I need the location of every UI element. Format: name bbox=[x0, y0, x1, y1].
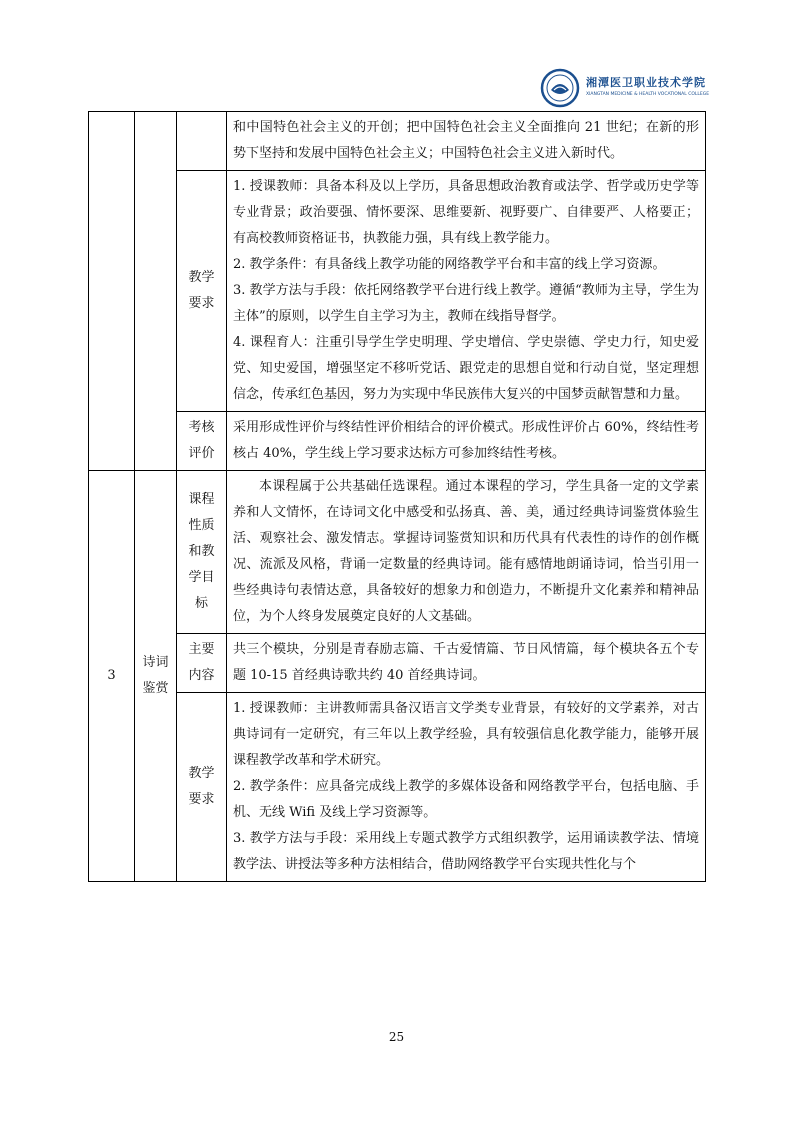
page-number: 25 bbox=[388, 1030, 405, 1044]
prev-requirement-item: 3. 教学方法与手段：依托网络教学平台进行线上教学。遵循“教师为主导，学生为主体”的原则，以学生自主学习为主，教师在线指导督学。 bbox=[233, 283, 699, 324]
requirements-cell bbox=[227, 693, 706, 882]
content-label: 主要内容 bbox=[188, 642, 215, 683]
table-row bbox=[89, 634, 706, 693]
course-name: 诗词鉴赏 bbox=[142, 655, 169, 696]
row-number: 3 bbox=[107, 668, 116, 683]
requirement-item: 1. 授课教师：主讲教师需具备汉语言文学类专业背景，有较好的文学素养，对古典诗词有一定研究，有三年以上教学经验，具有较强信息化教学能力，能够开展课程教学改革和学术研究。 bbox=[233, 701, 699, 768]
prev-requirement-item: 1. 授课教师：具备本科及以上学历，具备思想政治教育或法学、哲学或历史学等专业背景；政治要强、情怀要深、思维要新、视野要广、自律要严、人格要正；有高校教师资格证书，执教能力强，具有线上教学能力。 bbox=[233, 179, 699, 246]
prev-requirement-item: 4. 课程育人：注重引导学生学史明理、学史增信、学史崇德、学史力行，知史爱党、知史爱国，增强坚定不移听党话、跟党走的思想自觉和行动自觉，坚定理想信念，传承红色基因，努力为实现中华民族伟大复兴的中国梦贡献智慧和力量。 bbox=[233, 335, 699, 402]
curriculum-table bbox=[88, 111, 706, 882]
college-name: 湘潭医卫职业技术学院 bbox=[586, 76, 706, 89]
table-row bbox=[89, 693, 706, 882]
content-text: 共三个模块，分别是青春励志篇、千古爱情篇、节日风情篇，每个模块各五个专题 10-15 首经典诗歌共约 40 首经典诗词。 bbox=[233, 642, 699, 683]
nature-label: 课程性质和教学目标 bbox=[188, 492, 215, 611]
prev-content-cell bbox=[227, 112, 706, 171]
requirement-item: 2. 教学条件：应具备完成线上教学的多媒体设备和网络教学平台，包括电脑、手机、无线 Wifi 及线上学习资源等。 bbox=[233, 779, 699, 820]
prev-requirements-cell bbox=[227, 171, 706, 412]
nature-cell bbox=[227, 471, 706, 634]
requirements-label: 教学要求 bbox=[188, 766, 215, 807]
table-row bbox=[89, 412, 706, 471]
row-number-cell bbox=[89, 471, 135, 882]
prev-requirement-item: 2. 教学条件：有具备线上教学功能的网络教学平台和丰富的线上学习资源。 bbox=[233, 257, 666, 272]
table-row bbox=[89, 471, 706, 634]
cell-blank bbox=[177, 112, 227, 171]
prev-requirements-label-cell bbox=[177, 171, 227, 412]
content-cell bbox=[227, 634, 706, 693]
prev-assessment-text: 采用形成性评价与终结性评价相结合的评价模式。形成性评价占 60%，终结性考核占 40%，学生线上学习要求达标方可参加终结性考核。 bbox=[233, 420, 699, 461]
nature-label-cell bbox=[177, 471, 227, 634]
college-logo bbox=[540, 68, 710, 112]
table-row bbox=[89, 171, 706, 412]
college-emblem-icon bbox=[540, 68, 580, 108]
requirement-item: 3. 教学方法与手段：采用线上专题式教学方式组织教学，运用诵读教学法、情境教学法、讲授法等多种方法相结合，借助网络教学平台实现共性化与个 bbox=[233, 831, 699, 872]
course-name-cell bbox=[135, 471, 177, 882]
content-label-cell bbox=[177, 634, 227, 693]
cell-blank bbox=[89, 112, 135, 471]
prev-assessment-label-cell bbox=[177, 412, 227, 471]
cell-blank bbox=[135, 112, 177, 471]
nature-text: 本课程属于公共基础任选课程。通过本课程的学习，学生具备一定的文学素养和人文情怀，在诗词文化中感受和弘扬真、善、美，通过经典诗词鉴赏体验生活、观察社会、激发情志。掌握诗词鉴赏知识和历代具有代表性的诗作的创作概况、流派及风格，背诵一定数量的经典诗词。能有感情地朗诵诗词，恰当引用一些经典诗句表情达意，具备较好的想象力和创造力，不断提升文化素养和精神品位，为个人终身发展奠定良好的人文基础。 bbox=[233, 479, 699, 624]
prev-content-text: 和中国特色社会主义的开创；把中国特色社会主义全面推向 21 世纪；在新的形势下坚持和发展中国特色社会主义；中国特色社会主义进入新时代。 bbox=[233, 120, 699, 161]
requirements-label-cell bbox=[177, 693, 227, 882]
prev-requirements-label: 教学要求 bbox=[188, 270, 215, 311]
prev-assessment-cell bbox=[227, 412, 706, 471]
table-row bbox=[89, 112, 706, 171]
prev-assessment-label: 考核评价 bbox=[188, 420, 215, 461]
college-english-name: XIANGTAN MEDICINE & HEALTH VOCATIONAL COLLEGE bbox=[586, 92, 710, 97]
